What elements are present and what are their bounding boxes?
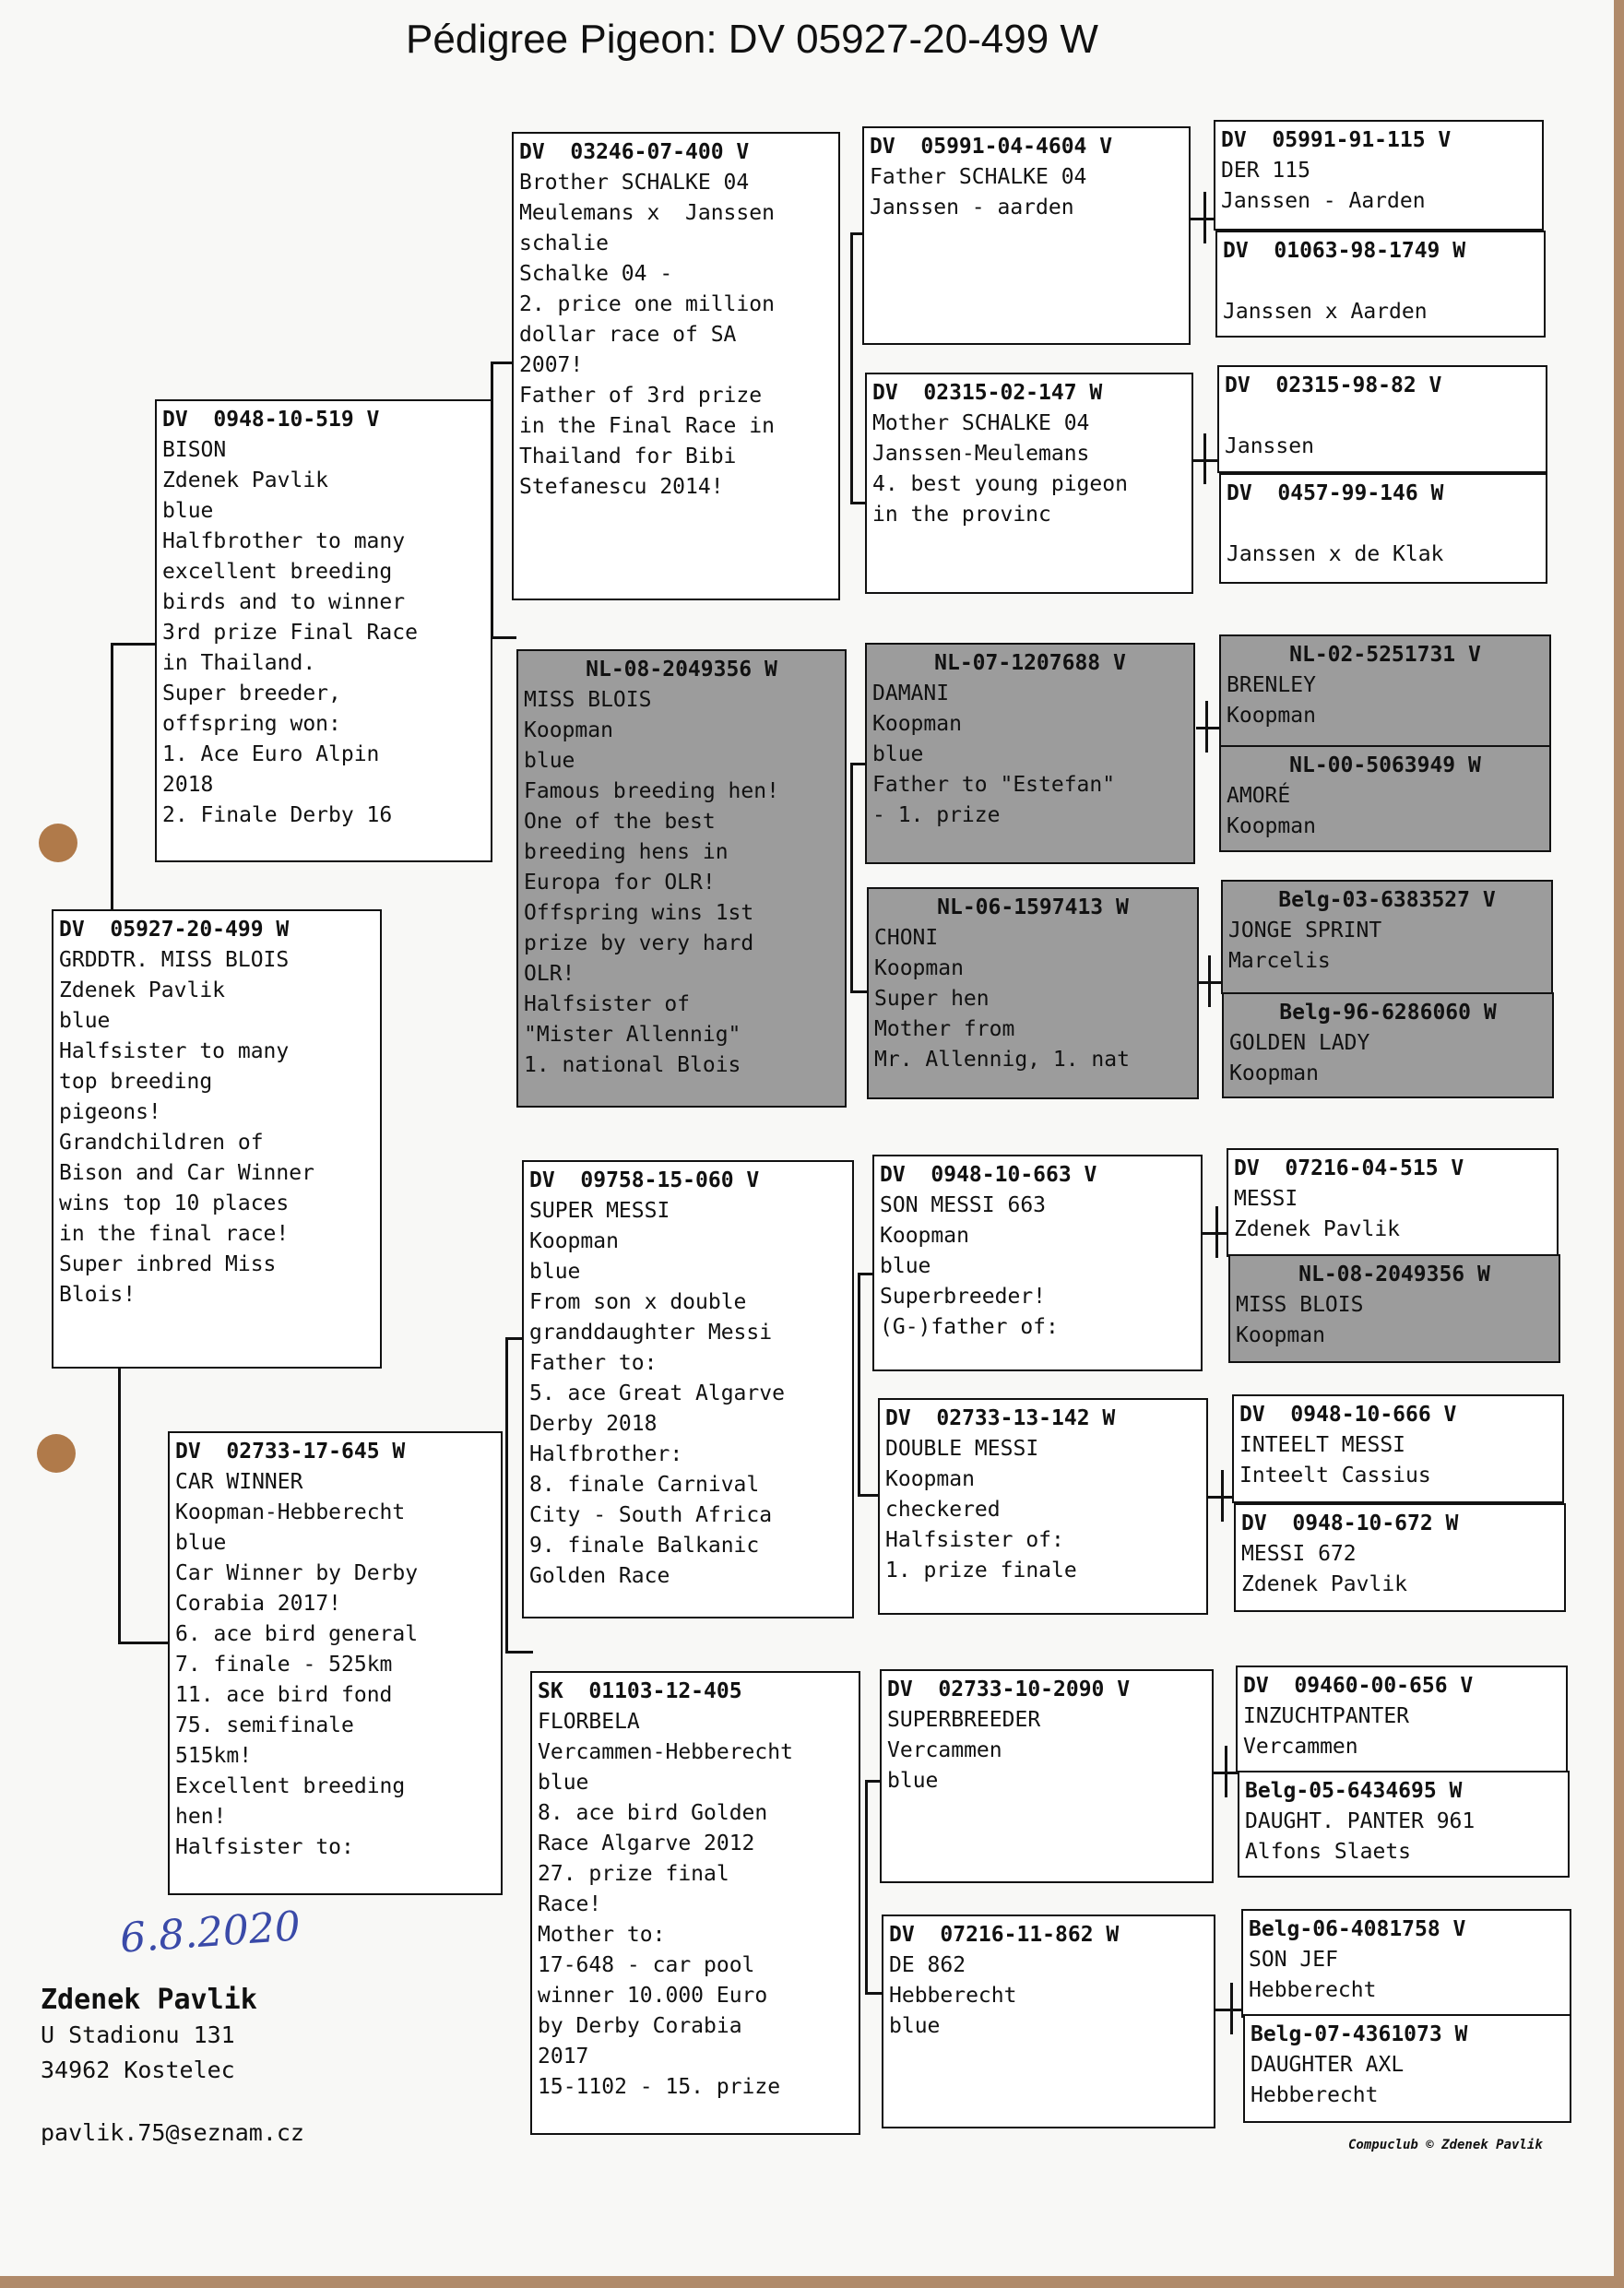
pigeon-info-line: 17-648 - car pool (538, 1953, 755, 1977)
connector-line (118, 1365, 121, 1642)
pigeon-info-line: Europa for OLR! (524, 871, 716, 895)
pigeon-details (1241, 1539, 1559, 1600)
pigeon-info-line: in the final race! (59, 1222, 290, 1246)
pigeon-info-line: 15-1102 - 15. prize (538, 2075, 781, 2099)
ring-number: DV 0948-10-672 W (1241, 1512, 1459, 1535)
pigeon-info-line: blue (59, 1009, 111, 1033)
pedigree-g5-box (1227, 1148, 1559, 1257)
pedigree-g5-box (1219, 473, 1547, 584)
pigeon-info-line: Halfsister of (524, 992, 691, 1016)
pigeon-info-line: Koopman (874, 956, 964, 980)
pigeon-info-line: blue (524, 749, 575, 773)
pigeon-info-line: SON JEF (1249, 1948, 1338, 1972)
pigeon-info-line: blue (872, 742, 924, 766)
pedigree-g5-box (1243, 2014, 1571, 2123)
pigeon-info-line: checkered (885, 1498, 1001, 1522)
connector-line (505, 1337, 508, 1651)
pigeon-info-line: SUPERBREEDER (887, 1708, 1041, 1732)
pigeon-info-line: offspring won: (162, 712, 341, 736)
pigeon-info-line: Grandchildren of (59, 1131, 264, 1155)
connector-line (1190, 459, 1217, 462)
pigeon-info-line: Mr. Allennig, 1. nat (874, 1048, 1130, 1072)
pigeon-info-line: Father to: (529, 1351, 658, 1375)
pigeon-info-line: blue (538, 1771, 589, 1795)
pigeon-info-line: Koopman (872, 712, 962, 736)
pigeon-info-line: DAUGHT. PANTER 961 (1245, 1809, 1476, 1833)
pigeon-info-line: pigeons! (59, 1100, 161, 1124)
pigeon-details (1227, 781, 1544, 842)
owner-email: pavlik.75@seznam.cz (41, 2119, 304, 2146)
ring-number: NL-08-2049356 W (1298, 1263, 1490, 1286)
pigeon-info-line: hen! (175, 1805, 227, 1829)
pigeon-info-line: Janssen - aarden (870, 196, 1074, 219)
pigeon-info-line: Zdenek Pavlik (1234, 1217, 1401, 1241)
pigeon-details (1229, 1028, 1547, 1089)
pigeon-info-line: Superbreeder! (880, 1285, 1047, 1309)
pigeon-info-line: "Mister Allennig" (524, 1023, 741, 1047)
pigeon-info-line: Janssen-Meulemans (872, 442, 1090, 466)
pigeon-info-line: AMORÉ (1227, 784, 1291, 808)
ring-number: DV 09758-15-060 V (529, 1168, 760, 1192)
pigeon-details (872, 409, 1186, 530)
pigeon-info-line: MISS BLOIS (1236, 1293, 1364, 1317)
pigeon-details (1236, 1290, 1553, 1351)
pigeon-info-line: in Thailand. (162, 651, 316, 675)
pigeon-info-line: Hebberecht (1249, 1978, 1377, 2002)
pigeon-info-line: Koopman (524, 718, 613, 742)
owner-address (41, 1983, 304, 2151)
pigeon-info-line: Corabia 2017! (175, 1592, 342, 1616)
punch-hole (37, 1434, 76, 1473)
pigeon-info-line: 2. Finale Derby 16 (162, 803, 393, 827)
connector-line (858, 1273, 860, 1494)
pigeon-info-line: blue (175, 1531, 227, 1555)
ring-number: DV 07216-04-515 V (1234, 1156, 1464, 1180)
pigeon-info-line (1223, 267, 1538, 297)
pigeon-details (1249, 1945, 1564, 2006)
pigeon-info-line: SUPER MESSI (529, 1199, 670, 1223)
pigeon-info-line: 1. prize finale (885, 1559, 1077, 1583)
pigeon-details (889, 1950, 1208, 2042)
ring-number: DV 02733-10-2090 V (887, 1677, 1131, 1701)
connector-line (850, 763, 853, 990)
pigeon-details (874, 923, 1191, 1075)
pigeon-details (880, 1191, 1195, 1343)
pigeon-details (1228, 916, 1546, 977)
ring-number: NL-07-1207688 V (934, 651, 1126, 675)
pigeon-info-line: Hebberecht (889, 1984, 1017, 2008)
connector-line (1196, 727, 1219, 729)
pigeon-info-line: Bison and Car Winner (59, 1161, 314, 1185)
pigeon-info-line: Golden Race (529, 1564, 670, 1588)
pigeon-info-line: blue (887, 1769, 939, 1793)
ring-number: DV 0948-10-663 V (880, 1163, 1097, 1187)
pigeon-info-line: Koopman (1227, 704, 1316, 728)
pigeon-info-line: Inteelt Cassius (1239, 1464, 1431, 1488)
ring-number: DV 05991-91-115 V (1221, 128, 1452, 152)
pigeon-info-line: 75. semifinale (175, 1713, 354, 1737)
pedigree-g5-box (1214, 120, 1544, 231)
ring-number: Belg-96-6286060 W (1279, 1001, 1497, 1025)
pigeon-info-line: 2017 (538, 2045, 589, 2069)
pedigree-mmf (880, 1669, 1214, 1883)
pigeon-info-line: Koopman (885, 1467, 975, 1491)
pigeon-info-line: Brother SCHALKE 04 (519, 171, 750, 195)
pigeon-details (1225, 401, 1540, 462)
pigeon-info-line: MESSI (1234, 1187, 1298, 1211)
ring-number: NL-06-1597413 W (937, 895, 1129, 919)
pigeon-info-line: 11. ace bird fond (175, 1683, 393, 1707)
ring-number: DV 05991-04-4604 V (870, 135, 1113, 159)
pigeon-info-line: winner 10.000 Euro (538, 1984, 768, 2008)
pigeon-info-line: BISON (162, 438, 227, 462)
pigeon-info-line: blue (162, 499, 214, 523)
pigeon-info-line: Koopman (1229, 1061, 1319, 1085)
pigeon-info-line: 2007! (519, 353, 584, 377)
pigeon-info-line: Koopman (1236, 1323, 1325, 1347)
pigeon-info-line: Derby 2018 (529, 1412, 658, 1436)
pigeon-info-line: (G-)father of: (880, 1315, 1059, 1339)
ring-number: DV 02315-98-82 V (1225, 373, 1442, 397)
pigeon-info-line: BRENLEY (1227, 673, 1316, 697)
ring-number: DV 09460-00-656 V (1243, 1674, 1474, 1698)
pedigree-mother (168, 1431, 503, 1895)
pedigree-mfm (878, 1398, 1208, 1615)
pigeon-info-line: by Derby Corabia (538, 2014, 742, 2038)
pigeon-details (1221, 156, 1536, 217)
pigeon-info-line: 9. finale Balkanic (529, 1534, 760, 1558)
ring-number: DV 03246-07-400 V (519, 140, 750, 164)
pedigree-ff (512, 132, 840, 600)
ring-number: DV 02733-17-645 W (175, 1440, 406, 1464)
connector-line (111, 643, 159, 646)
pigeon-info-line: Excellent breeding (175, 1774, 406, 1798)
footer-credit: Compuclub © Zdenek Pavlik (1348, 2138, 1543, 2152)
pigeon-info-line: Halfbrother: (529, 1442, 683, 1466)
pigeon-details (1243, 1701, 1560, 1762)
pigeon-info-line: One of the best (524, 810, 716, 834)
pigeon-info-line: Blois! (59, 1283, 136, 1307)
pigeon-info-line: 3rd prize Final Race (162, 621, 418, 645)
pigeon-info-line: Koopman (880, 1224, 969, 1248)
pigeon-info-line: 7. finale - 525km (175, 1653, 393, 1677)
connector-line (1202, 1232, 1229, 1235)
pigeon-info-line: Janssen x Aarden (1223, 300, 1428, 324)
owner-city: 34962 Kostelec (41, 2057, 235, 2083)
pigeon-details (524, 685, 839, 1081)
connector-line (505, 1651, 533, 1654)
connector-line (865, 1780, 868, 1992)
connector-line (1215, 2009, 1243, 2011)
pigeon-info-line: Halfsister to many (59, 1039, 290, 1063)
pigeon-info-line: DOUBLE MESSI (885, 1437, 1039, 1461)
pigeon-info-line: DER 115 (1221, 159, 1310, 183)
pigeon-info-line: Halfsister of: (885, 1528, 1064, 1552)
connector-line (491, 636, 516, 639)
pigeon-info-line: Halfsister to: (175, 1835, 354, 1859)
pigeon-info-line: From son x double (529, 1290, 747, 1314)
pedigree-g5-box (1236, 1666, 1568, 1774)
pigeon-info-line (1225, 401, 1540, 432)
pigeon-info-line: 6. ace bird general (175, 1622, 419, 1646)
connector-line (118, 1642, 169, 1644)
pedigree-ffm (865, 373, 1193, 594)
ring-number: Belg-05-6434695 W (1245, 1779, 1463, 1803)
pigeon-info-line: Father to "Estefan" (872, 773, 1116, 797)
pedigree-mm (530, 1671, 860, 2135)
pigeon-info-line (1227, 509, 1540, 539)
ring-number: DV 0457-99-146 W (1227, 481, 1444, 505)
ring-number: DV 05927-20-499 W (59, 918, 290, 942)
pigeon-details (1234, 1184, 1551, 1245)
ring-number: DV 01063-98-1749 W (1223, 239, 1466, 263)
pigeon-info-line: Zdenek Pavlik (162, 468, 329, 492)
pigeon-info-line: FLORBELA (538, 1710, 640, 1734)
pigeon-info-line: Super breeder, (162, 682, 341, 705)
owner-street: U Stadionu 131 (41, 2021, 235, 2048)
pigeon-info-line: Meulemans x Janssen (519, 201, 775, 225)
pedigree-g5-box (1238, 1771, 1570, 1878)
pigeon-info-line: Vercammen (887, 1738, 1002, 1762)
pigeon-info-line: Hebberecht (1251, 2083, 1379, 2107)
pigeon-info-line: Super hen (874, 987, 990, 1011)
pigeon-info-line: Halfbrother to many (162, 529, 406, 553)
pigeon-info-line: CAR WINNER (175, 1470, 303, 1494)
pigeon-info-line: 2018 (162, 773, 214, 797)
pigeon-details (538, 1707, 853, 2103)
pigeon-details (872, 679, 1188, 831)
pedigree-mf (522, 1160, 854, 1618)
owner-name: Zdenek Pavlik (41, 1984, 257, 2016)
pigeon-info-line: INTEELT MESSI (1239, 1433, 1406, 1457)
pigeon-info-line: Marcelis (1228, 949, 1331, 973)
ring-number: DV 0948-10-519 V (162, 408, 380, 432)
pigeon-info-line: Famous breeding hen! (524, 779, 779, 803)
pigeon-details (162, 435, 485, 831)
pigeon-info-line: 5. ace Great Algarve (529, 1381, 785, 1405)
pigeon-info-line: Alfons Slaets (1245, 1840, 1412, 1864)
pigeon-details (1245, 1807, 1562, 1867)
pigeon-info-line: Stefanescu 2014! (519, 475, 724, 499)
pigeon-info-line: Vercammen-Hebberecht (538, 1740, 793, 1764)
pigeon-info-line: blue (889, 2014, 941, 2038)
pigeon-info-line: DE 862 (889, 1953, 966, 1977)
pigeon-info-line: birds and to winner (162, 590, 406, 614)
pigeon-details (1251, 2050, 1564, 2111)
pigeon-info-line: wins top 10 places (59, 1191, 290, 1215)
pigeon-info-line: 8. finale Carnival (529, 1473, 760, 1497)
pedigree-father (155, 399, 492, 862)
connector-line (505, 1337, 524, 1340)
pigeon-info-line: - 1. prize (872, 803, 1001, 827)
handwritten-date-signature: 6.8.2020 (118, 1903, 302, 1962)
pigeon-info-line: Mother SCHALKE 04 (872, 411, 1090, 435)
pigeon-info-line: Race! (538, 1892, 602, 1916)
ring-number: DV 07216-11-862 W (889, 1923, 1120, 1947)
pigeon-info-line: 4. best young pigeon (872, 472, 1128, 496)
punch-hole (39, 824, 77, 862)
pigeon-info-line: prize by very hard (524, 931, 754, 955)
pedigree-mmm (882, 1915, 1215, 2128)
pigeon-info-line: schalie (519, 231, 609, 255)
pedigree-fmm (867, 887, 1199, 1099)
pigeon-info-line: CHONI (874, 926, 939, 950)
pedigree-fmf (865, 643, 1195, 864)
pigeon-info-line: GRDDTR. MISS BLOIS (59, 948, 290, 972)
pigeon-info-line: Car Winner by Derby (175, 1561, 419, 1585)
ring-number: Belg-07-4361073 W (1251, 2022, 1468, 2046)
pigeon-info-line: excellent breeding (162, 560, 393, 584)
pigeon-details (529, 1196, 847, 1592)
ring-number: Belg-03-6383527 V (1278, 888, 1496, 912)
pigeon-details (885, 1434, 1201, 1586)
pigeon-info-line: 1. national Blois (524, 1053, 741, 1077)
pedigree-g5-box (1217, 365, 1547, 473)
pigeon-info-line: Vercammen (1243, 1735, 1358, 1759)
connector-line (865, 1992, 883, 1995)
pigeon-info-line: granddaughter Messi (529, 1321, 773, 1345)
pigeon-info-line: Offspring wins 1st (524, 901, 754, 925)
pedigree-g5-box (1234, 1503, 1566, 1612)
pigeon-info-line: Koopman-Hebberecht (175, 1500, 406, 1524)
pigeon-details (519, 168, 833, 503)
pigeon-info-line: Super inbred Miss (59, 1252, 277, 1276)
pigeon-info-line: in the Final Race in (519, 414, 775, 438)
pigeon-info-line: Mother to: (538, 1923, 666, 1947)
pigeon-info-line: in the provinc (872, 503, 1051, 527)
pigeon-info-line: MISS BLOIS (524, 688, 652, 712)
ring-number: DV 0948-10-666 V (1239, 1403, 1457, 1427)
connector-line (111, 643, 113, 912)
ring-number: NL-00-5063949 W (1289, 753, 1481, 777)
pigeon-info-line: 1. Ace Euro Alpin (162, 742, 380, 766)
pedigree-fm (516, 649, 847, 1108)
pigeon-details (1239, 1430, 1557, 1491)
ring-number: SK 01103-12-405 (538, 1679, 742, 1703)
pigeon-info-line: Thailand for Bibi (519, 445, 737, 468)
ring-number: Belg-06-4081758 V (1249, 1917, 1466, 1941)
pedigree-g5-box (1221, 880, 1553, 994)
pigeon-info-line: 8. ace bird Golden (538, 1801, 768, 1825)
pedigree-g5-box (1232, 1394, 1564, 1503)
pedigree-mff (872, 1155, 1203, 1371)
pigeon-info-line: Koopman (529, 1229, 619, 1253)
page-title: Pédigree Pigeon: DV 05927-20-499 W (406, 17, 1098, 62)
pedigree-g5-box (1219, 745, 1551, 852)
connector-line (850, 990, 867, 993)
pigeon-details (1227, 670, 1544, 731)
pigeon-info-line: 27. prize final (538, 1862, 729, 1886)
pedigree-g5-box (1219, 634, 1551, 749)
pigeon-info-line: Janssen (1225, 434, 1314, 458)
pigeon-info-line: Janssen x de Klak (1227, 542, 1444, 566)
pigeon-info-line: JONGE SPRINT (1228, 919, 1382, 942)
pigeon-info-line: breeding hens in (524, 840, 729, 864)
pedigree-g5-box (1215, 231, 1546, 338)
pigeon-info-line: INZUCHTPANTER (1243, 1704, 1410, 1728)
pigeon-info-line: Mother from (874, 1017, 1015, 1041)
pigeon-info-line: DAUGHTER AXL (1251, 2053, 1405, 2077)
connector-line (858, 1494, 880, 1497)
pedigree-fff (862, 126, 1191, 345)
pigeon-info-line: OLR! (524, 962, 575, 986)
pigeon-info-line: MESSI 672 (1241, 1542, 1357, 1566)
ring-number: NL-02-5251731 V (1289, 643, 1481, 667)
pigeon-info-line: Zdenek Pavlik (1241, 1572, 1408, 1596)
connector-line (850, 232, 853, 502)
pigeon-details (1227, 509, 1540, 570)
pigeon-info-line: Janssen - Aarden (1221, 189, 1426, 213)
pedigree-g5-box (1222, 992, 1554, 1098)
pigeon-details (59, 945, 374, 1310)
pigeon-info-line: top breeding (59, 1070, 213, 1094)
pigeon-info-line: DAMANI (872, 682, 950, 705)
pedigree-g5-box (1228, 1254, 1560, 1363)
pigeon-details (175, 1467, 495, 1863)
pigeon-info-line: 2. price one million (519, 292, 775, 316)
ring-number: DV 02733-13-142 W (885, 1406, 1116, 1430)
pigeon-info-line: City - South Africa (529, 1503, 773, 1527)
ring-number: DV 02315-02-147 W (872, 381, 1103, 405)
connector-line (1211, 1772, 1239, 1774)
pigeon-info-line: Koopman (1227, 814, 1316, 838)
pigeon-info-line: blue (529, 1260, 581, 1284)
pigeon-info-line: Race Algarve 2012 (538, 1832, 755, 1855)
pedigree-subject (52, 909, 382, 1369)
ring-number: NL-08-2049356 W (586, 658, 777, 682)
pigeon-details (1223, 267, 1538, 327)
pigeon-info-line: SON MESSI 663 (880, 1193, 1047, 1217)
pigeon-info-line: Zdenek Pavlik (59, 978, 226, 1002)
pigeon-info-line: Schalke 04 - (519, 262, 673, 286)
pedigree-g5-box (1241, 1909, 1571, 2018)
pigeon-details (870, 162, 1183, 223)
pigeon-info-line: GOLDEN LADY (1229, 1031, 1370, 1055)
pigeon-info-line: dollar race of SA (519, 323, 737, 347)
pigeon-info-line: Father SCHALKE 04 (870, 165, 1087, 189)
pigeon-info-line: blue (880, 1254, 931, 1278)
connector-line (1199, 981, 1222, 984)
pigeon-details (887, 1705, 1206, 1796)
pigeon-info-line: 515km! (175, 1744, 253, 1768)
pigeon-info-line: Father of 3rd prize (519, 384, 763, 408)
